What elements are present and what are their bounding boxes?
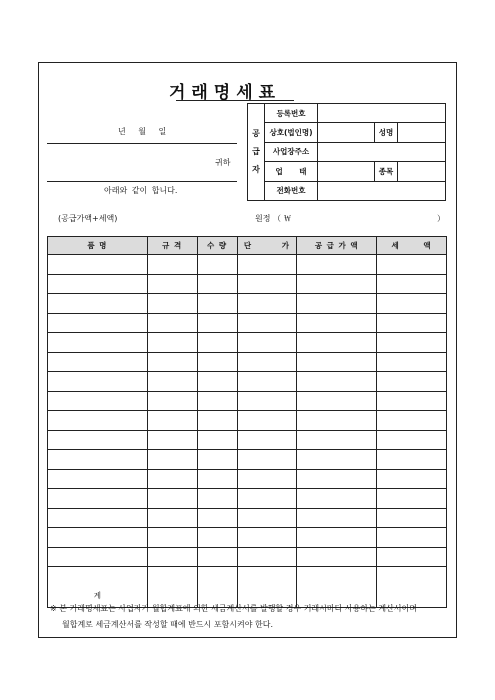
item-cell[interactable] bbox=[237, 294, 297, 314]
table-row bbox=[48, 411, 447, 431]
item-cell[interactable] bbox=[237, 450, 297, 470]
supplier-side-label bbox=[248, 104, 265, 201]
table-row bbox=[48, 333, 447, 353]
item-cell[interactable] bbox=[48, 274, 148, 294]
items-table bbox=[47, 236, 447, 608]
item-cell[interactable] bbox=[147, 352, 197, 372]
item-cell[interactable] bbox=[377, 508, 447, 528]
item-cell[interactable] bbox=[197, 430, 237, 450]
item-cell[interactable] bbox=[237, 313, 297, 333]
item-cell[interactable] bbox=[237, 469, 297, 489]
item-cell[interactable] bbox=[237, 333, 297, 353]
business-type-label: 업 태 bbox=[265, 162, 318, 181]
item-cell[interactable] bbox=[297, 430, 377, 450]
item-cell[interactable] bbox=[48, 469, 148, 489]
item-cell[interactable] bbox=[48, 313, 148, 333]
title-underline bbox=[176, 100, 294, 101]
total-cell[interactable] bbox=[377, 567, 447, 608]
item-cell[interactable] bbox=[147, 372, 197, 392]
item-cell[interactable] bbox=[147, 450, 197, 470]
document-title: 거래명세표 bbox=[168, 83, 282, 103]
item-cell[interactable] bbox=[237, 274, 297, 294]
company-label: 상호(법인명) bbox=[265, 123, 318, 142]
item-cell[interactable] bbox=[237, 352, 297, 372]
item-cell[interactable] bbox=[147, 469, 197, 489]
item-cell[interactable] bbox=[297, 411, 377, 431]
item-cell[interactable] bbox=[147, 411, 197, 431]
item-cell[interactable] bbox=[377, 391, 447, 411]
item-cell[interactable] bbox=[237, 255, 297, 275]
item-cell[interactable] bbox=[197, 508, 237, 528]
reg-no-label: 등록번호 bbox=[265, 104, 318, 123]
item-cell[interactable] bbox=[377, 352, 447, 372]
item-cell[interactable] bbox=[48, 372, 148, 392]
item-cell[interactable] bbox=[237, 547, 297, 567]
item-cell[interactable] bbox=[297, 255, 377, 275]
table-row bbox=[48, 469, 447, 489]
phone-label: 전화번호 bbox=[265, 181, 318, 200]
table-row bbox=[48, 508, 447, 528]
item-cell[interactable] bbox=[377, 450, 447, 470]
item-cell[interactable] bbox=[197, 352, 237, 372]
item-cell[interactable] bbox=[297, 528, 377, 548]
name-label: 성명 bbox=[375, 123, 398, 142]
item-cell[interactable] bbox=[147, 391, 197, 411]
supplier-side-char: 자 bbox=[252, 165, 260, 174]
item-cell[interactable] bbox=[197, 294, 237, 314]
item-cell[interactable] bbox=[377, 411, 447, 431]
item-type-field[interactable] bbox=[398, 162, 446, 181]
item-cell[interactable] bbox=[147, 430, 197, 450]
item-cell[interactable] bbox=[197, 528, 237, 548]
supplier-side-char: 공 bbox=[252, 129, 260, 138]
item-cell[interactable] bbox=[48, 450, 148, 470]
total-row bbox=[48, 567, 447, 608]
item-cell[interactable] bbox=[237, 489, 297, 509]
item-cell[interactable] bbox=[297, 391, 377, 411]
table-row bbox=[48, 274, 447, 294]
footnote-line-2: 월합계로 세금계산서를 작성할 때에 반드시 포함시켜야 한다. bbox=[62, 620, 273, 629]
table-row bbox=[48, 372, 447, 392]
column-header: 단 가 bbox=[237, 237, 297, 255]
item-cell[interactable] bbox=[48, 333, 148, 353]
column-header: 세 액 bbox=[377, 237, 447, 255]
table-row bbox=[48, 430, 447, 450]
date-underline bbox=[47, 143, 237, 144]
column-header: 규 격 bbox=[147, 237, 197, 255]
item-cell[interactable] bbox=[297, 489, 377, 509]
item-cell[interactable] bbox=[147, 313, 197, 333]
item-cell[interactable] bbox=[377, 528, 447, 548]
item-cell[interactable] bbox=[197, 391, 237, 411]
name-field[interactable] bbox=[398, 123, 446, 142]
table-row bbox=[48, 528, 447, 548]
phone-field[interactable] bbox=[318, 181, 446, 200]
item-cell[interactable] bbox=[48, 489, 148, 509]
item-cell[interactable] bbox=[297, 333, 377, 353]
total-label: 계 bbox=[48, 567, 148, 608]
item-cell[interactable] bbox=[377, 333, 447, 353]
item-cell[interactable] bbox=[197, 489, 237, 509]
recipient-suffix: 귀하 bbox=[215, 158, 231, 167]
table-row bbox=[48, 352, 447, 372]
total-cell[interactable] bbox=[147, 567, 197, 608]
table-row bbox=[48, 255, 447, 275]
item-cell[interactable] bbox=[297, 469, 377, 489]
item-cell[interactable] bbox=[147, 508, 197, 528]
item-cell[interactable] bbox=[297, 547, 377, 567]
item-cell[interactable] bbox=[147, 547, 197, 567]
table-row bbox=[48, 313, 447, 333]
item-cell[interactable] bbox=[197, 450, 237, 470]
items-header-row bbox=[48, 237, 447, 255]
item-cell[interactable] bbox=[48, 528, 148, 548]
item-cell[interactable] bbox=[147, 255, 197, 275]
table-row bbox=[48, 391, 447, 411]
item-cell[interactable] bbox=[237, 430, 297, 450]
item-cell[interactable] bbox=[297, 313, 377, 333]
table-row bbox=[48, 294, 447, 314]
item-cell[interactable] bbox=[377, 547, 447, 567]
footnote-line-1: ※ 본 거래명세표는 사업자가 월합계표에 의한 세금계산서를 발행할 경우 거래시마다 사용하는 계산서이며 bbox=[50, 604, 417, 613]
address-label: 사업장주소 bbox=[265, 142, 318, 161]
item-cell[interactable] bbox=[377, 313, 447, 333]
item-cell[interactable] bbox=[377, 489, 447, 509]
item-cell[interactable] bbox=[297, 372, 377, 392]
item-cell[interactable] bbox=[377, 372, 447, 392]
item-cell[interactable] bbox=[48, 547, 148, 567]
item-cell[interactable] bbox=[377, 430, 447, 450]
item-cell[interactable] bbox=[147, 489, 197, 509]
item-cell[interactable] bbox=[147, 528, 197, 548]
item-cell[interactable] bbox=[48, 430, 148, 450]
address-field[interactable] bbox=[318, 142, 446, 161]
business-type-field[interactable] bbox=[318, 162, 375, 181]
total-cell[interactable] bbox=[237, 567, 297, 608]
reg-no-field[interactable] bbox=[318, 104, 446, 123]
item-cell[interactable] bbox=[377, 255, 447, 275]
column-header: 품 명 bbox=[48, 237, 148, 255]
item-cell[interactable] bbox=[297, 352, 377, 372]
item-cell[interactable] bbox=[197, 411, 237, 431]
item-cell[interactable] bbox=[237, 528, 297, 548]
item-cell[interactable] bbox=[147, 274, 197, 294]
item-cell[interactable] bbox=[48, 255, 148, 275]
item-cell[interactable] bbox=[377, 274, 447, 294]
item-cell[interactable] bbox=[48, 411, 148, 431]
item-cell[interactable] bbox=[237, 508, 297, 528]
recipient-underline bbox=[47, 181, 237, 182]
item-cell[interactable] bbox=[297, 508, 377, 528]
item-cell[interactable] bbox=[197, 372, 237, 392]
item-cell[interactable] bbox=[147, 333, 197, 353]
item-cell[interactable] bbox=[48, 508, 148, 528]
column-header: 공 급 가 액 bbox=[297, 237, 377, 255]
item-cell[interactable] bbox=[197, 547, 237, 567]
table-row bbox=[48, 547, 447, 567]
total-note: (공급가액+세액) bbox=[58, 214, 118, 223]
item-cell[interactable] bbox=[197, 313, 237, 333]
item-cell[interactable] bbox=[48, 352, 148, 372]
item-cell[interactable] bbox=[197, 333, 237, 353]
date-label: 년 월 일 bbox=[118, 127, 167, 136]
item-cell[interactable] bbox=[377, 294, 447, 314]
table-row bbox=[48, 450, 447, 470]
supplier-side-char: 급 bbox=[252, 147, 260, 156]
item-cell[interactable] bbox=[48, 294, 148, 314]
item-cell[interactable] bbox=[147, 294, 197, 314]
item-cell[interactable] bbox=[297, 294, 377, 314]
greeting-text: 아래와 같이 합니다. bbox=[104, 186, 178, 195]
supplier-table bbox=[247, 103, 446, 201]
total-cell[interactable] bbox=[197, 567, 237, 608]
item-cell[interactable] bbox=[197, 255, 237, 275]
item-cell[interactable] bbox=[237, 411, 297, 431]
wonjeong-close: ） bbox=[437, 214, 445, 223]
item-type-label: 종목 bbox=[375, 162, 398, 181]
item-cell[interactable] bbox=[237, 391, 297, 411]
company-field[interactable] bbox=[318, 123, 375, 142]
item-cell[interactable] bbox=[237, 372, 297, 392]
item-cell[interactable] bbox=[297, 274, 377, 294]
item-cell[interactable] bbox=[377, 469, 447, 489]
wonjeong-label: 원정 （ ￦ bbox=[255, 214, 292, 223]
item-cell[interactable] bbox=[197, 274, 237, 294]
item-cell[interactable] bbox=[48, 391, 148, 411]
item-cell[interactable] bbox=[297, 450, 377, 470]
item-cell[interactable] bbox=[197, 469, 237, 489]
column-header: 수 량 bbox=[197, 237, 237, 255]
total-cell[interactable] bbox=[297, 567, 377, 608]
table-row bbox=[48, 489, 447, 509]
